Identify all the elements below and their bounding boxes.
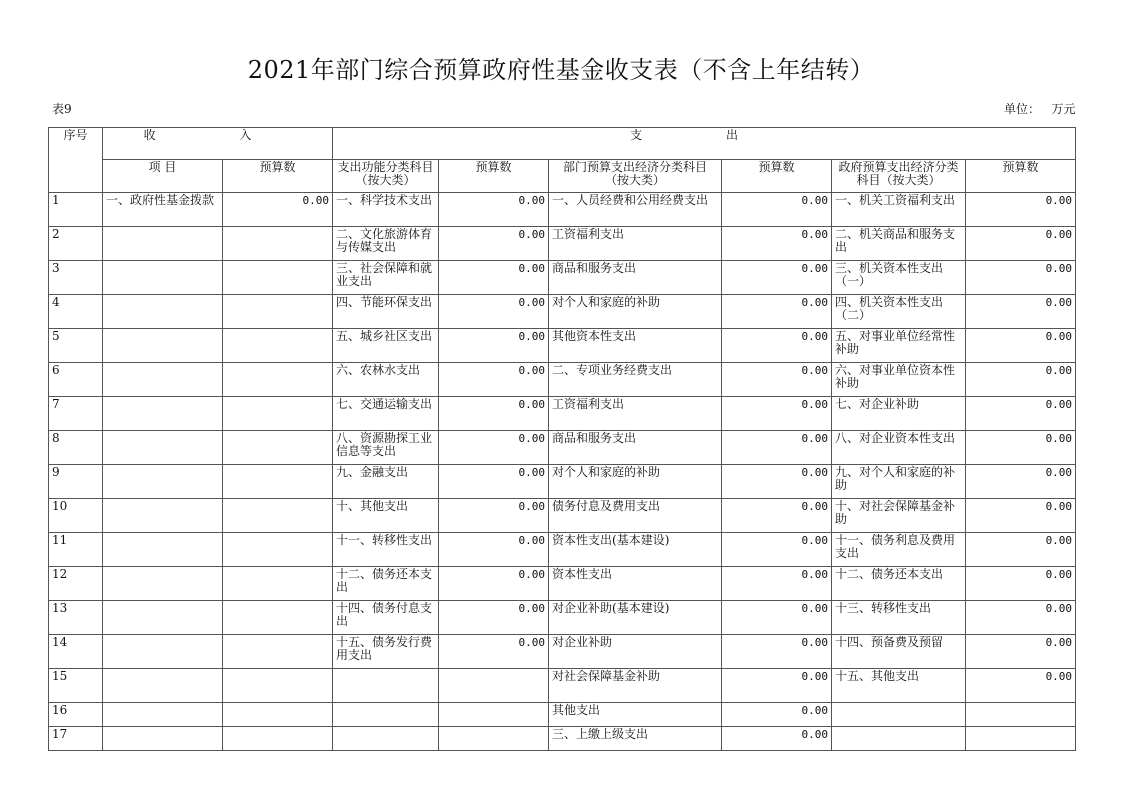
table-row <box>49 669 1076 703</box>
dept-item: 工资福利支出 <box>549 397 722 431</box>
gov-amount: 0.00 <box>966 261 1076 295</box>
header-row-1 <box>49 128 1076 160</box>
row-seq: 7 <box>49 397 103 431</box>
func-item <box>333 669 439 703</box>
dept-item: 债务付息及费用支出 <box>549 499 722 533</box>
income-amount <box>223 635 333 669</box>
gov-item: 九、对个人和家庭的补助 <box>832 465 966 499</box>
func-item: 一、科学技术支出 <box>333 193 439 227</box>
dept-amount: 0.00 <box>722 567 832 601</box>
unit-value: 万元 <box>1051 102 1076 116</box>
table-row <box>49 499 1076 533</box>
func-amount: 0.00 <box>439 567 549 601</box>
gov-amount: 0.00 <box>966 669 1076 703</box>
income-amount <box>223 397 333 431</box>
func-item: 二、文化旅游体育与传媒支出 <box>333 227 439 261</box>
dept-item: 商品和服务支出 <box>549 261 722 295</box>
income-item <box>103 567 223 601</box>
income-item <box>103 703 223 727</box>
dept-amount: 0.00 <box>722 601 832 635</box>
row-seq: 10 <box>49 499 103 533</box>
gov-item: 八、对企业资本性支出 <box>832 431 966 465</box>
header-func-class: 支出功能分类科目（按大类） <box>333 160 439 193</box>
gov-item: 七、对企业补助 <box>832 397 966 431</box>
gov-amount: 0.00 <box>966 227 1076 261</box>
table-row <box>49 193 1076 227</box>
gov-item: 十二、债务还本支出 <box>832 567 966 601</box>
gov-item: 十五、其他支出 <box>832 669 966 703</box>
func-amount: 0.00 <box>439 397 549 431</box>
dept-item: 对企业补助 <box>549 635 722 669</box>
gov-item: 六、对事业单位资本性补助 <box>832 363 966 397</box>
header-expense <box>333 128 1076 160</box>
gov-item: 十三、转移性支出 <box>832 601 966 635</box>
func-item: 五、城乡社区支出 <box>333 329 439 363</box>
func-item: 十一、转移性支出 <box>333 533 439 567</box>
dept-item: 对社会保障基金补助 <box>549 669 722 703</box>
table-row <box>49 329 1076 363</box>
dept-amount: 0.00 <box>722 397 832 431</box>
dept-amount: 0.00 <box>722 533 832 567</box>
header-income <box>103 128 333 160</box>
gov-item <box>832 703 966 727</box>
dept-amount: 0.00 <box>722 635 832 669</box>
dept-amount: 0.00 <box>722 363 832 397</box>
dept-amount: 0.00 <box>722 669 832 703</box>
func-amount: 0.00 <box>439 329 549 363</box>
func-amount: 0.00 <box>439 635 549 669</box>
dept-item: 资本性支出 <box>549 567 722 601</box>
row-seq: 4 <box>49 295 103 329</box>
income-amount <box>223 329 333 363</box>
gov-amount: 0.00 <box>966 499 1076 533</box>
dept-amount: 0.00 <box>722 295 832 329</box>
func-item: 三、社会保障和就业支出 <box>333 261 439 295</box>
func-amount <box>439 669 549 703</box>
header-row-2 <box>49 160 1076 193</box>
func-item: 九、金融支出 <box>333 465 439 499</box>
income-item <box>103 261 223 295</box>
func-item: 十四、债务付息支出 <box>333 601 439 635</box>
func-amount: 0.00 <box>439 431 549 465</box>
dept-item: 工资福利支出 <box>549 227 722 261</box>
table-row <box>49 601 1076 635</box>
income-item <box>103 727 223 751</box>
dept-amount: 0.00 <box>722 193 832 227</box>
table-row <box>49 227 1076 261</box>
func-item: 十、其他支出 <box>333 499 439 533</box>
dept-item: 商品和服务支出 <box>549 431 722 465</box>
row-seq: 16 <box>49 703 103 727</box>
gov-item: 十、对社会保障基金补助 <box>832 499 966 533</box>
header-income-budget: 预算数 <box>223 160 333 193</box>
row-seq: 15 <box>49 669 103 703</box>
table-row <box>49 465 1076 499</box>
table-row <box>49 727 1076 751</box>
income-amount <box>223 363 333 397</box>
gov-item: 十一、债务利息及费用支出 <box>832 533 966 567</box>
header-seq: 序号 <box>49 128 103 193</box>
func-amount: 0.00 <box>439 295 549 329</box>
row-seq: 9 <box>49 465 103 499</box>
dept-item: 资本性支出(基本建设) <box>549 533 722 567</box>
gov-amount: 0.00 <box>966 431 1076 465</box>
dept-item: 其他支出 <box>549 703 722 727</box>
gov-item: 十四、预备费及预留 <box>832 635 966 669</box>
dept-item: 一、人员经费和公用经费支出 <box>549 193 722 227</box>
table-row <box>49 533 1076 567</box>
row-seq: 6 <box>49 363 103 397</box>
gov-amount: 0.00 <box>966 363 1076 397</box>
func-amount: 0.00 <box>439 227 549 261</box>
income-item <box>103 227 223 261</box>
table-row <box>49 295 1076 329</box>
income-amount: 0.00 <box>223 193 333 227</box>
row-seq: 2 <box>49 227 103 261</box>
gov-amount: 0.00 <box>966 533 1076 567</box>
header-expense-label: 支 出 <box>630 128 778 142</box>
income-amount <box>223 261 333 295</box>
func-item: 六、农林水支出 <box>333 363 439 397</box>
income-item <box>103 465 223 499</box>
row-seq: 13 <box>49 601 103 635</box>
dept-amount: 0.00 <box>722 431 832 465</box>
func-amount: 0.00 <box>439 193 549 227</box>
gov-item: 五、对事业单位经常性补助 <box>832 329 966 363</box>
dept-item: 二、专项业务经费支出 <box>549 363 722 397</box>
income-amount <box>223 703 333 727</box>
func-item: 四、节能环保支出 <box>333 295 439 329</box>
income-item <box>103 669 223 703</box>
row-seq: 14 <box>49 635 103 669</box>
row-seq: 11 <box>49 533 103 567</box>
header-dept-budget: 预算数 <box>722 160 832 193</box>
income-amount <box>223 533 333 567</box>
dept-amount: 0.00 <box>722 261 832 295</box>
dept-item: 对个人和家庭的补助 <box>549 465 722 499</box>
gov-amount: 0.00 <box>966 397 1076 431</box>
func-amount <box>439 727 549 751</box>
func-amount: 0.00 <box>439 465 549 499</box>
income-item <box>103 431 223 465</box>
income-amount <box>223 601 333 635</box>
row-seq: 12 <box>49 567 103 601</box>
income-item <box>103 363 223 397</box>
func-amount: 0.00 <box>439 363 549 397</box>
dept-item: 对个人和家庭的补助 <box>549 295 722 329</box>
gov-amount <box>966 727 1076 751</box>
unit-label: 单位： <box>1004 102 1041 116</box>
income-item <box>103 295 223 329</box>
table-row <box>49 261 1076 295</box>
income-amount <box>223 669 333 703</box>
income-amount <box>223 295 333 329</box>
table-row <box>49 635 1076 669</box>
income-item <box>103 499 223 533</box>
unit-info <box>1004 100 1075 117</box>
gov-amount: 0.00 <box>966 295 1076 329</box>
func-amount: 0.00 <box>439 261 549 295</box>
income-amount <box>223 727 333 751</box>
income-item <box>103 601 223 635</box>
gov-amount: 0.00 <box>966 465 1076 499</box>
gov-item: 一、机关工资福利支出 <box>832 193 966 227</box>
func-item: 十五、债务发行费用支出 <box>333 635 439 669</box>
budget-table <box>48 127 1076 751</box>
gov-amount: 0.00 <box>966 329 1076 363</box>
row-seq: 5 <box>49 329 103 363</box>
income-item <box>103 533 223 567</box>
row-seq: 17 <box>49 727 103 751</box>
income-amount <box>223 567 333 601</box>
gov-item: 二、机关商品和服务支出 <box>832 227 966 261</box>
row-seq: 3 <box>49 261 103 295</box>
dept-amount: 0.00 <box>722 227 832 261</box>
dept-amount: 0.00 <box>722 727 832 751</box>
gov-amount: 0.00 <box>966 635 1076 669</box>
header-gov-econ: 政府预算支出经济分类科目（按大类） <box>832 160 966 193</box>
row-seq: 8 <box>49 431 103 465</box>
header-item: 项 目 <box>103 160 223 193</box>
table-row <box>49 703 1076 727</box>
func-amount: 0.00 <box>439 499 549 533</box>
func-item: 十二、债务还本支出 <box>333 567 439 601</box>
gov-amount: 0.00 <box>966 193 1076 227</box>
income-item <box>103 329 223 363</box>
row-seq: 1 <box>49 193 103 227</box>
dept-amount: 0.00 <box>722 329 832 363</box>
header-gov-budget: 预算数 <box>966 160 1076 193</box>
header-dept-econ: 部门预算支出经济分类科目（按大类） <box>549 160 722 193</box>
income-item <box>103 397 223 431</box>
table-row <box>49 431 1076 465</box>
dept-amount: 0.00 <box>722 499 832 533</box>
income-amount <box>223 431 333 465</box>
income-item <box>103 635 223 669</box>
func-amount: 0.00 <box>439 533 549 567</box>
table-number: 表9 <box>52 102 72 116</box>
header-income-label: 收 入 <box>143 128 292 142</box>
income-amount <box>223 499 333 533</box>
func-item: 八、资源勘探工业信息等支出 <box>333 431 439 465</box>
dept-item: 对企业补助(基本建设) <box>549 601 722 635</box>
func-item <box>333 703 439 727</box>
income-amount <box>223 465 333 499</box>
gov-item: 三、机关资本性支出（一） <box>832 261 966 295</box>
dept-amount: 0.00 <box>722 703 832 727</box>
table-row <box>49 567 1076 601</box>
func-amount: 0.00 <box>439 601 549 635</box>
dept-item: 三、上缴上级支出 <box>549 727 722 751</box>
func-item: 七、交通运输支出 <box>333 397 439 431</box>
gov-amount: 0.00 <box>966 601 1076 635</box>
gov-amount: 0.00 <box>966 567 1076 601</box>
gov-item: 四、机关资本性支出（二） <box>832 295 966 329</box>
func-amount <box>439 703 549 727</box>
income-amount <box>223 227 333 261</box>
gov-item <box>832 727 966 751</box>
table-row <box>49 363 1076 397</box>
header-func-budget: 预算数 <box>439 160 549 193</box>
page-title: 2021年部门综合预算政府性基金收支表（不含上年结转） <box>247 56 875 84</box>
income-item: 一、政府性基金拨款 <box>103 193 223 227</box>
dept-amount: 0.00 <box>722 465 832 499</box>
func-item <box>333 727 439 751</box>
gov-amount <box>966 703 1076 727</box>
table-row <box>49 397 1076 431</box>
dept-item: 其他资本性支出 <box>549 329 722 363</box>
